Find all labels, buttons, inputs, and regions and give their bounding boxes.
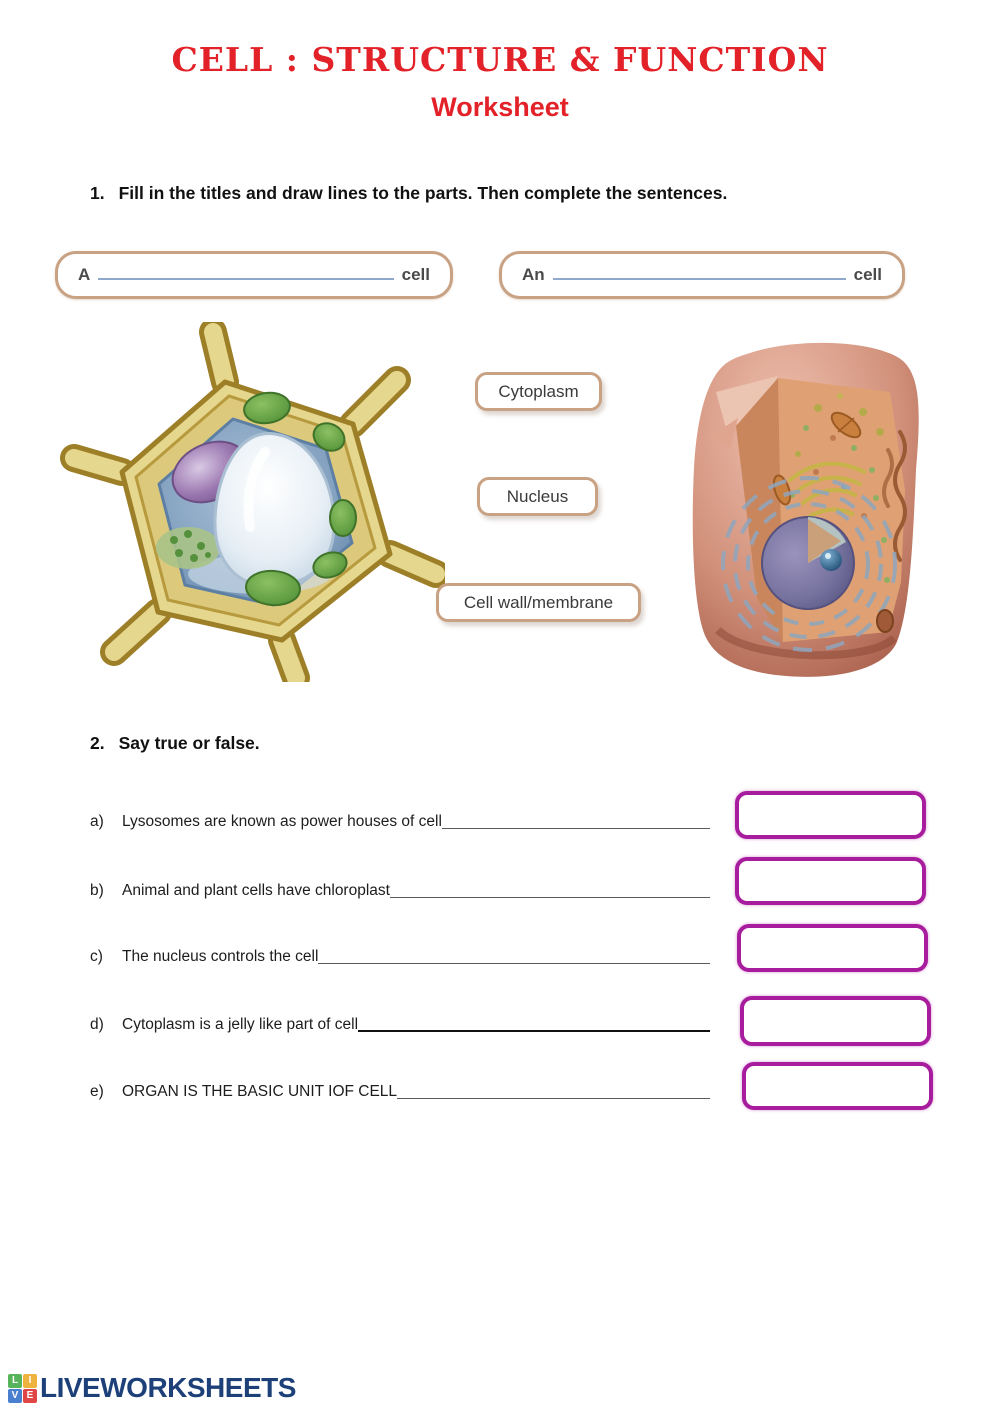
statement-row-c — [90, 948, 710, 966]
liveworksheets-logo-icon — [8, 1374, 37, 1403]
statement-letter: d) — [90, 1016, 104, 1033]
label-cell-wall-membrane[interactable] — [436, 583, 641, 622]
fill-box-animal-cell — [499, 251, 905, 299]
liveworksheets-logo-text: LIVEWORKSHEETS — [40, 1372, 296, 1403]
page-subtitle: Worksheet — [431, 92, 569, 122]
question-2-prompt: Say true or false. — [118, 733, 260, 753]
animal-cell-image — [658, 330, 966, 690]
logo-square-l: L — [8, 1374, 22, 1388]
question-1-heading — [90, 183, 727, 204]
question-2-heading — [90, 733, 260, 754]
statement-blank-line[interactable] — [442, 828, 710, 829]
statement-text: The nucleus controls the cell — [122, 948, 319, 965]
fill-box-blank[interactable] — [553, 278, 846, 280]
true-false-answer-box-c[interactable] — [737, 924, 928, 972]
statement-letter: c) — [90, 948, 103, 965]
statement-row-d — [90, 1016, 710, 1034]
label-nucleus[interactable] — [477, 477, 598, 516]
question-1-number: 1. — [90, 183, 105, 203]
statement-letter: e) — [90, 1083, 104, 1100]
statement-text: ORGAN IS THE BASIC UNIT IOF CELL — [122, 1083, 398, 1100]
plant-cell-image — [60, 322, 445, 682]
logo-square-v: V — [8, 1389, 22, 1403]
statement-row-a — [90, 813, 710, 831]
fill-box-suffix: cell — [853, 265, 882, 284]
label-cell-wall-membrane-text: Cell wall/membrane — [463, 592, 614, 612]
true-false-answer-box-a[interactable] — [735, 791, 926, 839]
true-false-answer-box-d[interactable] — [740, 996, 931, 1046]
fill-box-prefix: An — [522, 265, 545, 284]
statement-text: Lysosomes are known as power houses of cell — [122, 813, 442, 830]
logo-square-e: E — [23, 1389, 37, 1403]
true-false-answer-box-b[interactable] — [735, 857, 926, 905]
liveworksheets-logo[interactable] — [8, 1372, 296, 1404]
fill-box-blank[interactable] — [98, 278, 393, 280]
true-false-answer-box-e[interactable] — [742, 1062, 933, 1110]
question-1-prompt: Fill in the titles and draw lines to the parts. Then complete the sentences. — [118, 183, 728, 203]
statement-letter: a) — [90, 813, 104, 830]
statement-blank-line[interactable] — [358, 1030, 710, 1032]
label-cytoplasm[interactable] — [475, 372, 602, 411]
logo-square-i: I — [23, 1374, 37, 1388]
statement-letter: b) — [90, 882, 104, 899]
statement-blank-line[interactable] — [390, 897, 710, 898]
statement-blank-line[interactable] — [397, 1098, 710, 1099]
statement-row-b — [90, 882, 710, 900]
question-2-number: 2. — [90, 733, 105, 753]
fill-box-prefix: A — [78, 265, 91, 284]
fill-box-suffix: cell — [401, 265, 430, 284]
statement-blank-line[interactable] — [318, 963, 710, 964]
label-cytoplasm-text: Cytoplasm — [498, 381, 579, 401]
label-nucleus-text: Nucleus — [506, 486, 569, 506]
statement-text: Cytoplasm is a jelly like part of cell — [122, 1016, 359, 1033]
page-title: CELL : STRUCTURE & FUNCTION — [171, 40, 829, 79]
fill-box-plant-cell — [55, 251, 453, 299]
statement-text: Animal and plant cells have chloroplast — [122, 882, 390, 899]
statement-row-e — [90, 1083, 710, 1101]
